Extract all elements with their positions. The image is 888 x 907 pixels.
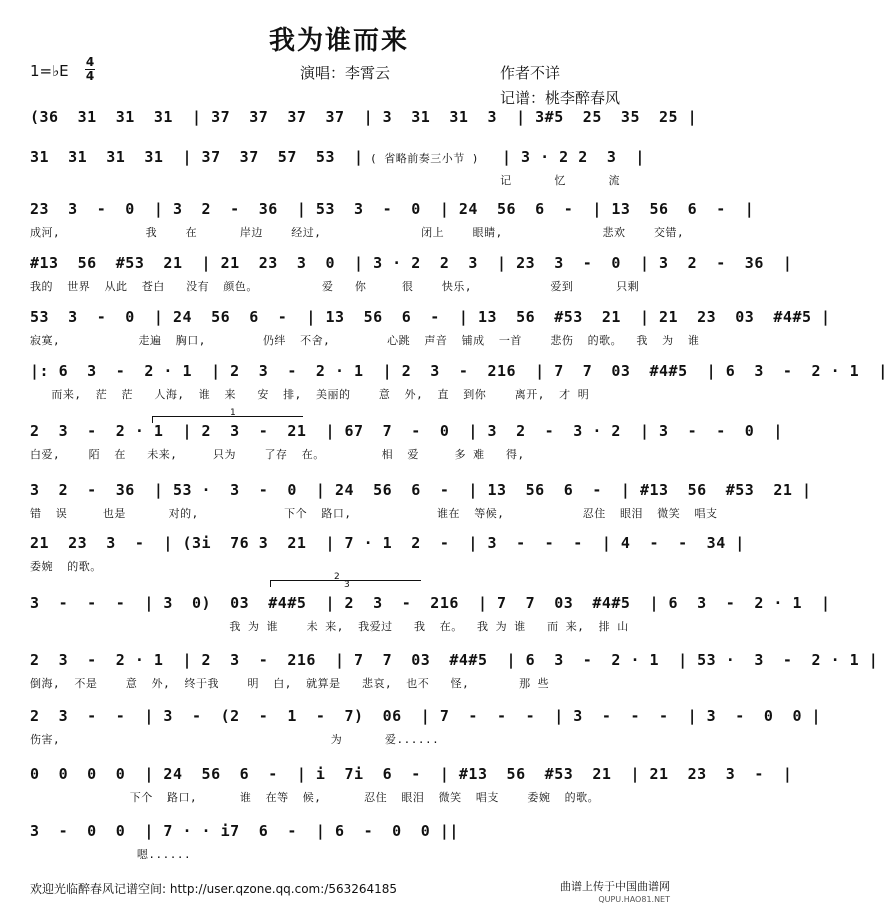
score-notes: #13 56 #53 21 | 21 23 3 0 | 3 · 2 2 3 | 23 3 - 0 | 3 2 - 36 | (30, 254, 793, 272)
score-notes: |: 6 3 - 2 · 1 | 2 3 - 2 · 1 | 2 3 - 216 | 7 7 03 #4#5 | 6 3 - 2 · 1 | (30, 362, 888, 380)
footer-source-label: 曲谱上传于中国曲谱网 (560, 880, 670, 893)
score-lyrics: 而来, 茫 茫 人海, 谁 来 安 排, 美丽的 意 外, 直 到你 离开, 才 明 (30, 388, 590, 401)
transcriber: 记谱：桃李醉春风 (500, 89, 621, 107)
time-signature-bottom: 4 (85, 69, 95, 83)
time-signature-top: 4 (85, 55, 95, 69)
score-lyrics: 伤害, 为 爱...... (30, 733, 440, 746)
score-lyrics: 成河, 我 在 岸边 经过, 闭上 眼睛, 悲欢 交错, (30, 226, 685, 239)
score-notes: 2 3 - 2 · 1 | 2 3 - 216 | 7 7 03 #4#5 | 6 3 - 2 · 1 | 53 · 3 - 2 · 1 | (30, 651, 879, 669)
score-notes: 23 3 - 0 | 3 2 - 36 | 53 3 - 0 | 24 56 6 - | 13 56 6 - | (30, 200, 755, 218)
author: 作者不详 (500, 64, 561, 82)
score-lyrics: 下个 路口, 谁 在等 候, 忍住 眼泪 微笑 唱支 委婉 的歌。 (30, 791, 600, 804)
singer: 演唱：李霄云 (300, 64, 391, 82)
volta-number-1: 1 (230, 408, 236, 418)
score-lyrics: 寂寞, 走遍 胸口, 仍绊 不舍, 心跳 声音 铺成 一首 悲伤 的歌。 我 为 谁 (30, 334, 700, 347)
volta-number-2: 2 (334, 572, 340, 582)
score-notes: 31 31 31 31 | 37 37 57 53 | (30, 148, 364, 166)
score-lyrics: 我的 世界 从此 苍白 没有 颜色。 爱 你 很 快乐, 爱到 只剩 (30, 280, 640, 293)
score-comment: ( 省略前奏三小节 ) (370, 152, 479, 165)
score-notes: 53 3 - 0 | 24 56 6 - | 13 56 6 - | 13 56 #53 21 | 21 23 03 #4#5 | (30, 308, 831, 326)
score-lyrics: 委婉 的歌。 (30, 560, 102, 573)
footer-welcome: 欢迎光临醉春风记谱空间: http://user.qzone.qq.com:/563264185 (30, 882, 398, 896)
score-lyrics: 白爱, 陌 在 未来, 只为 了存 在。 相 爱 多 难 得, (30, 448, 525, 461)
volta-number-3: 3 (344, 580, 350, 590)
score-notes: 0 0 0 0 | 24 56 6 - | i 7i 6 - | #13 56 #53 21 | 21 23 3 - | (30, 765, 793, 783)
score-notes: 3 - - - | 3 0) 03 #4#5 | 2 3 - 216 | 7 7 03 #4#5 | 6 3 - 2 · 1 | (30, 594, 831, 612)
score-notes: 2 3 - - | 3 - (2 - 1 - 7) 06 | 7 - - - | 3 - - - | 3 - 0 0 | (30, 707, 822, 725)
score-lyrics: 我 为 谁 未 来, 我爱过 我 在。 我 为 谁 而 来, 排 山 (30, 620, 629, 633)
time-signature (85, 56, 95, 83)
score-lyrics: 倒海, 不是 意 外, 终于我 明 白, 就算是 悲哀, 也不 怪, 那 些 (30, 677, 550, 690)
volta-bracket-1 (152, 416, 303, 423)
key-signature: 1=♭E (30, 62, 69, 80)
score-notes: 2 3 - 2 · 1 | 2 3 - 21 | 67 7 - 0 | 3 2 - 3 · 2 | 3 - - 0 | (30, 422, 783, 440)
score-notes: (36 31 31 31 | 37 37 37 37 | 3 31 31 3 | 3#5 25 35 25 | (30, 108, 698, 126)
score-notes-continued: | 3 · 2 2 3 | (502, 148, 645, 166)
score-title: 我为谁而来 (268, 26, 409, 56)
score-lyrics: 记 忆 流 (30, 174, 621, 187)
score-notes: 21 23 3 - | (3i 76 3 21 | 7 · 1 2 - | 3 - - - | 4 - - 34 | (30, 534, 745, 552)
score-lyrics: 嗯...... (30, 848, 192, 861)
score-notes: 3 2 - 36 | 53 · 3 - 0 | 24 56 6 - | 13 56 6 - | #13 56 #53 21 | (30, 481, 812, 499)
footer-source-url: QUPU.HAO81.NET (598, 895, 670, 904)
footer-source (560, 880, 670, 906)
score-notes: 3 - 0 0 | 7 · · i7 6 - | 6 - 0 0 || (30, 822, 459, 840)
score-lyrics: 错 误 也是 对的, 下个 路口, 谁在 等候, 忍住 眼泪 微笑 唱支 (30, 507, 718, 520)
